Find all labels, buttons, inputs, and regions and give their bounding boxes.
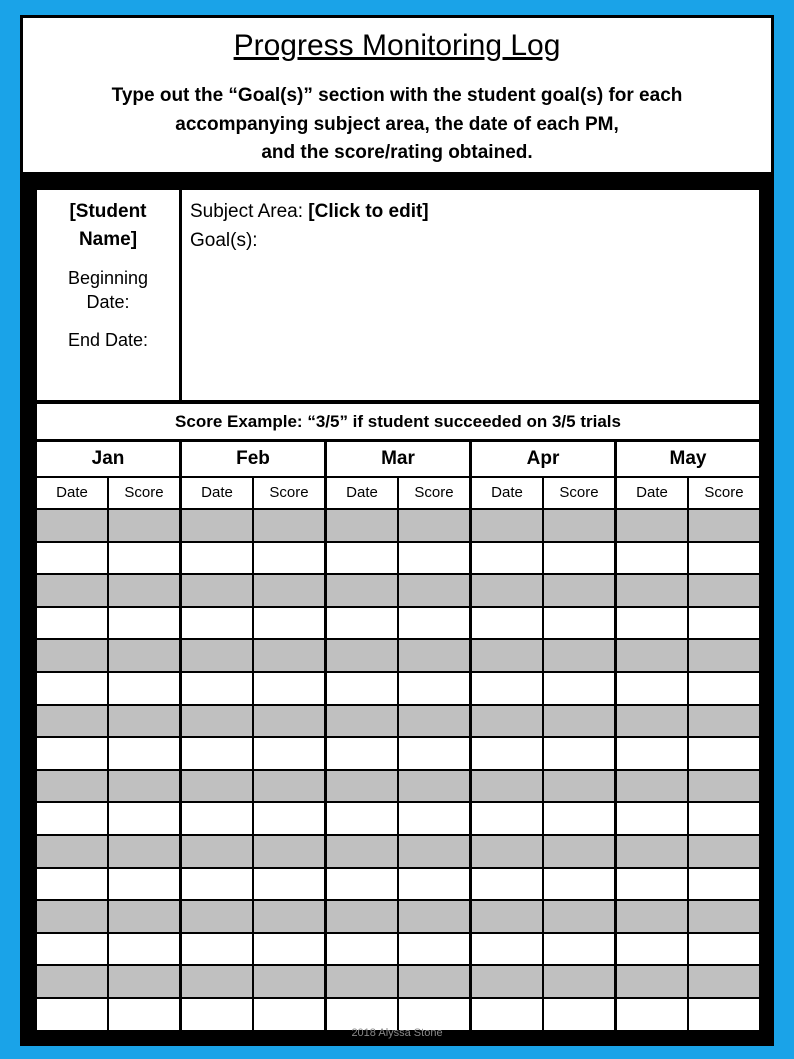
subject-area-label: Subject Area: bbox=[190, 201, 309, 222]
subject-area-value[interactable]: [Click to edit] bbox=[308, 201, 429, 222]
log-grid bbox=[37, 478, 759, 1030]
date-cell[interactable] bbox=[472, 706, 542, 737]
score-cell[interactable] bbox=[399, 543, 469, 574]
table-row bbox=[617, 640, 759, 671]
table-row bbox=[327, 640, 469, 671]
table-row bbox=[472, 543, 614, 574]
date-cell[interactable] bbox=[182, 901, 252, 932]
table-row bbox=[37, 738, 179, 769]
score-cell[interactable] bbox=[399, 640, 469, 671]
beginning-date-line: Beginning bbox=[67, 268, 149, 288]
score-cell[interactable] bbox=[544, 771, 614, 802]
score-cell[interactable] bbox=[689, 738, 759, 769]
table-row bbox=[472, 510, 614, 541]
date-cell[interactable] bbox=[327, 575, 397, 606]
score-cell[interactable] bbox=[109, 575, 179, 606]
table-row bbox=[617, 869, 759, 900]
date-cell[interactable] bbox=[472, 934, 542, 965]
table-row bbox=[182, 999, 324, 1030]
date-cell[interactable] bbox=[472, 999, 542, 1030]
score-cell[interactable] bbox=[109, 966, 179, 997]
score-cell[interactable] bbox=[109, 640, 179, 671]
date-cell[interactable] bbox=[37, 869, 107, 900]
date-cell[interactable] bbox=[327, 771, 397, 802]
score-cell[interactable] bbox=[399, 575, 469, 606]
date-cell[interactable] bbox=[182, 510, 252, 541]
date-cell[interactable] bbox=[617, 706, 687, 737]
date-cell[interactable] bbox=[182, 673, 252, 704]
column-header-row bbox=[182, 478, 324, 508]
table-row bbox=[182, 738, 324, 769]
score-cell[interactable] bbox=[254, 999, 324, 1030]
table-row bbox=[37, 901, 179, 932]
score-cell[interactable] bbox=[254, 901, 324, 932]
month-jan: Jan bbox=[37, 442, 179, 476]
table-row bbox=[617, 673, 759, 704]
date-cell[interactable] bbox=[617, 575, 687, 606]
date-column-header: Date bbox=[617, 478, 687, 508]
score-column-header: Score bbox=[109, 478, 179, 508]
score-cell[interactable] bbox=[254, 640, 324, 671]
date-column-header: Date bbox=[37, 478, 107, 508]
copyright-footer: 2018 Alyssa Stone bbox=[351, 1027, 443, 1039]
score-cell[interactable] bbox=[254, 836, 324, 867]
table-row bbox=[327, 673, 469, 704]
score-cell[interactable] bbox=[399, 999, 469, 1030]
table-row bbox=[472, 934, 614, 965]
score-cell[interactable] bbox=[689, 673, 759, 704]
table-row bbox=[472, 771, 614, 802]
date-cell[interactable] bbox=[182, 836, 252, 867]
score-cell[interactable] bbox=[544, 706, 614, 737]
score-cell[interactable] bbox=[399, 771, 469, 802]
date-cell[interactable] bbox=[617, 836, 687, 867]
table-row bbox=[37, 836, 179, 867]
table-row bbox=[472, 999, 614, 1030]
score-cell[interactable] bbox=[399, 608, 469, 639]
table-row bbox=[617, 934, 759, 965]
table-row bbox=[327, 510, 469, 541]
score-cell[interactable] bbox=[689, 966, 759, 997]
date-cell[interactable] bbox=[182, 966, 252, 997]
table-row bbox=[182, 771, 324, 802]
table-row bbox=[472, 575, 614, 606]
log-sheet bbox=[20, 15, 774, 1046]
table-row bbox=[37, 966, 179, 997]
table-row bbox=[472, 803, 614, 834]
score-cell[interactable] bbox=[399, 934, 469, 965]
table-row bbox=[182, 510, 324, 541]
table-row bbox=[472, 608, 614, 639]
date-cell[interactable] bbox=[327, 640, 397, 671]
score-cell[interactable] bbox=[109, 608, 179, 639]
date-cell[interactable] bbox=[472, 575, 542, 606]
score-cell[interactable] bbox=[254, 510, 324, 541]
date-cell[interactable] bbox=[327, 934, 397, 965]
table-row bbox=[182, 706, 324, 737]
score-column-header: Score bbox=[254, 478, 324, 508]
date-column-header: Date bbox=[182, 478, 252, 508]
table-row bbox=[37, 575, 179, 606]
score-cell[interactable] bbox=[544, 575, 614, 606]
table-row bbox=[182, 803, 324, 834]
date-cell[interactable] bbox=[327, 543, 397, 574]
date-cell[interactable] bbox=[37, 803, 107, 834]
score-cell[interactable] bbox=[254, 608, 324, 639]
score-cell[interactable] bbox=[254, 869, 324, 900]
score-cell[interactable] bbox=[254, 706, 324, 737]
month-column-may bbox=[617, 478, 759, 1030]
table-row bbox=[182, 673, 324, 704]
score-cell[interactable] bbox=[689, 640, 759, 671]
table-row bbox=[617, 966, 759, 997]
date-cell[interactable] bbox=[327, 510, 397, 541]
date-cell[interactable] bbox=[182, 771, 252, 802]
score-cell[interactable] bbox=[544, 608, 614, 639]
instructions bbox=[43, 82, 751, 168]
table-row bbox=[37, 803, 179, 834]
date-cell[interactable] bbox=[182, 738, 252, 769]
score-cell[interactable] bbox=[109, 901, 179, 932]
date-cell[interactable] bbox=[37, 771, 107, 802]
date-column-header: Date bbox=[327, 478, 397, 508]
date-cell[interactable] bbox=[37, 640, 107, 671]
table-row bbox=[182, 869, 324, 900]
table-row bbox=[182, 934, 324, 965]
date-cell[interactable] bbox=[617, 640, 687, 671]
score-cell[interactable] bbox=[544, 836, 614, 867]
table-row bbox=[617, 738, 759, 769]
date-cell[interactable] bbox=[617, 543, 687, 574]
month-column-jan bbox=[37, 478, 179, 1030]
table-row bbox=[472, 869, 614, 900]
score-cell[interactable] bbox=[544, 543, 614, 574]
date-cell[interactable] bbox=[617, 869, 687, 900]
score-cell[interactable] bbox=[109, 706, 179, 737]
date-cell[interactable] bbox=[617, 738, 687, 769]
instruction-line: accompanying subject area, the date of each PM, bbox=[175, 113, 619, 135]
date-cell[interactable] bbox=[327, 803, 397, 834]
date-cell[interactable] bbox=[327, 706, 397, 737]
table-row bbox=[327, 803, 469, 834]
score-column-header: Score bbox=[689, 478, 759, 508]
column-header-row bbox=[617, 478, 759, 508]
score-cell[interactable] bbox=[689, 510, 759, 541]
date-cell[interactable] bbox=[617, 901, 687, 932]
table-row bbox=[327, 901, 469, 932]
score-cell[interactable] bbox=[254, 771, 324, 802]
score-cell[interactable] bbox=[109, 803, 179, 834]
table-row bbox=[182, 608, 324, 639]
month-header-row bbox=[37, 442, 759, 476]
table-row bbox=[327, 608, 469, 639]
table-row bbox=[472, 738, 614, 769]
student-name-line: [Student bbox=[69, 201, 147, 222]
date-cell[interactable] bbox=[617, 510, 687, 541]
table-row bbox=[472, 901, 614, 932]
score-cell[interactable] bbox=[109, 999, 179, 1030]
score-cell[interactable] bbox=[689, 608, 759, 639]
date-cell[interactable] bbox=[182, 543, 252, 574]
table-row bbox=[37, 510, 179, 541]
score-cell[interactable] bbox=[544, 803, 614, 834]
table-row bbox=[182, 966, 324, 997]
score-cell[interactable] bbox=[544, 640, 614, 671]
goals-label[interactable]: Goal(s): bbox=[190, 230, 258, 251]
score-cell[interactable] bbox=[254, 543, 324, 574]
date-cell[interactable] bbox=[37, 901, 107, 932]
score-cell[interactable] bbox=[689, 836, 759, 867]
score-cell[interactable] bbox=[109, 510, 179, 541]
score-cell[interactable] bbox=[399, 706, 469, 737]
score-cell[interactable] bbox=[254, 738, 324, 769]
subject-box[interactable] bbox=[182, 190, 759, 400]
table-row bbox=[37, 706, 179, 737]
header bbox=[23, 18, 771, 172]
table-row bbox=[327, 575, 469, 606]
end-date-label[interactable]: End Date: bbox=[67, 330, 149, 350]
score-cell[interactable] bbox=[109, 738, 179, 769]
date-cell[interactable] bbox=[182, 869, 252, 900]
date-cell[interactable] bbox=[37, 738, 107, 769]
score-cell[interactable] bbox=[109, 673, 179, 704]
date-cell[interactable] bbox=[472, 771, 542, 802]
table-row bbox=[37, 673, 179, 704]
date-cell[interactable] bbox=[182, 706, 252, 737]
instruction-line: Type out the “Goal(s)” section with the student goal(s) for each bbox=[111, 85, 683, 106]
table-row bbox=[472, 640, 614, 671]
table-row bbox=[617, 999, 759, 1030]
date-cell[interactable] bbox=[617, 934, 687, 965]
date-cell[interactable] bbox=[472, 673, 542, 704]
date-column-header: Date bbox=[472, 478, 542, 508]
score-cell[interactable] bbox=[254, 934, 324, 965]
column-header-row bbox=[37, 478, 179, 508]
date-cell[interactable] bbox=[472, 869, 542, 900]
date-cell[interactable] bbox=[327, 869, 397, 900]
score-cell[interactable] bbox=[399, 836, 469, 867]
score-cell[interactable] bbox=[544, 510, 614, 541]
score-cell[interactable] bbox=[544, 934, 614, 965]
table-row bbox=[617, 771, 759, 802]
score-cell[interactable] bbox=[689, 901, 759, 932]
column-header-row bbox=[472, 478, 614, 508]
table-row bbox=[37, 771, 179, 802]
month-feb: Feb bbox=[182, 442, 324, 476]
date-cell[interactable] bbox=[472, 738, 542, 769]
table-row bbox=[472, 706, 614, 737]
table-row bbox=[472, 836, 614, 867]
date-cell[interactable] bbox=[472, 803, 542, 834]
student-name-line: Name] bbox=[78, 229, 138, 250]
date-cell[interactable] bbox=[472, 608, 542, 639]
month-may: May bbox=[617, 442, 759, 476]
table-row bbox=[37, 869, 179, 900]
table-row bbox=[327, 934, 469, 965]
date-cell[interactable] bbox=[327, 738, 397, 769]
date-cell[interactable] bbox=[472, 543, 542, 574]
month-apr: Apr bbox=[472, 442, 614, 476]
date-cell[interactable] bbox=[182, 934, 252, 965]
score-cell[interactable] bbox=[399, 738, 469, 769]
date-cell[interactable] bbox=[472, 836, 542, 867]
score-cell[interactable] bbox=[399, 901, 469, 932]
table-row bbox=[327, 771, 469, 802]
date-cell[interactable] bbox=[617, 966, 687, 997]
table-row bbox=[182, 543, 324, 574]
date-cell[interactable] bbox=[617, 999, 687, 1030]
subject-area-line bbox=[190, 197, 751, 226]
table-row bbox=[472, 966, 614, 997]
score-column-header: Score bbox=[544, 478, 614, 508]
student-info-row bbox=[37, 190, 759, 400]
score-cell[interactable] bbox=[109, 869, 179, 900]
date-cell[interactable] bbox=[472, 901, 542, 932]
table-row bbox=[327, 999, 469, 1030]
student-box[interactable] bbox=[37, 190, 179, 400]
table-row bbox=[182, 901, 324, 932]
score-column-header: Score bbox=[399, 478, 469, 508]
table-row bbox=[617, 803, 759, 834]
instruction-line: and the score/rating obtained. bbox=[261, 142, 533, 163]
date-cell[interactable] bbox=[327, 966, 397, 997]
table-row bbox=[182, 836, 324, 867]
score-cell[interactable] bbox=[689, 803, 759, 834]
date-cell[interactable] bbox=[182, 999, 252, 1030]
table-row bbox=[327, 869, 469, 900]
score-cell[interactable] bbox=[544, 999, 614, 1030]
score-example: Score Example: “3/5” if student succeeded on 3/5 trials bbox=[37, 404, 759, 439]
beginning-date-label[interactable] bbox=[37, 266, 179, 314]
table-row bbox=[617, 510, 759, 541]
score-cell[interactable] bbox=[109, 934, 179, 965]
beginning-date-line: Date: bbox=[86, 292, 130, 312]
table-row bbox=[327, 966, 469, 997]
date-cell[interactable] bbox=[37, 999, 107, 1030]
table-row bbox=[617, 608, 759, 639]
date-cell[interactable] bbox=[182, 803, 252, 834]
score-cell[interactable] bbox=[544, 673, 614, 704]
month-column-feb bbox=[182, 478, 324, 1030]
date-cell[interactable] bbox=[37, 510, 107, 541]
score-cell[interactable] bbox=[109, 836, 179, 867]
score-cell[interactable] bbox=[689, 934, 759, 965]
score-cell[interactable] bbox=[544, 738, 614, 769]
score-cell[interactable] bbox=[544, 869, 614, 900]
table-row bbox=[327, 836, 469, 867]
date-cell[interactable] bbox=[182, 575, 252, 606]
date-cell[interactable] bbox=[37, 575, 107, 606]
table-row bbox=[617, 543, 759, 574]
score-cell[interactable] bbox=[254, 673, 324, 704]
table-row bbox=[327, 738, 469, 769]
score-cell[interactable] bbox=[254, 803, 324, 834]
column-header-row bbox=[327, 478, 469, 508]
table-row bbox=[327, 543, 469, 574]
score-cell[interactable] bbox=[399, 803, 469, 834]
table-row bbox=[617, 836, 759, 867]
date-cell[interactable] bbox=[617, 608, 687, 639]
date-cell[interactable] bbox=[472, 966, 542, 997]
date-cell[interactable] bbox=[327, 836, 397, 867]
table-row bbox=[617, 575, 759, 606]
date-cell[interactable] bbox=[37, 673, 107, 704]
table-row bbox=[37, 999, 179, 1030]
table-row bbox=[472, 673, 614, 704]
score-cell[interactable] bbox=[254, 966, 324, 997]
month-mar: Mar bbox=[327, 442, 469, 476]
date-cell[interactable] bbox=[182, 608, 252, 639]
table-row bbox=[182, 640, 324, 671]
score-cell[interactable] bbox=[689, 771, 759, 802]
date-cell[interactable] bbox=[617, 803, 687, 834]
table-row bbox=[617, 901, 759, 932]
score-cell[interactable] bbox=[399, 510, 469, 541]
score-cell[interactable] bbox=[544, 966, 614, 997]
date-cell[interactable] bbox=[37, 608, 107, 639]
table-row bbox=[37, 543, 179, 574]
date-cell[interactable] bbox=[472, 640, 542, 671]
table-row bbox=[182, 575, 324, 606]
month-column-mar bbox=[327, 478, 469, 1030]
date-cell[interactable] bbox=[37, 543, 107, 574]
table-row bbox=[617, 706, 759, 737]
date-cell[interactable] bbox=[37, 934, 107, 965]
table-row bbox=[37, 640, 179, 671]
date-cell[interactable] bbox=[327, 673, 397, 704]
score-cell[interactable] bbox=[254, 575, 324, 606]
student-name[interactable] bbox=[37, 198, 179, 254]
score-cell[interactable] bbox=[399, 869, 469, 900]
date-cell[interactable] bbox=[327, 608, 397, 639]
score-cell[interactable] bbox=[399, 673, 469, 704]
score-cell[interactable] bbox=[689, 999, 759, 1030]
score-cell[interactable] bbox=[544, 901, 614, 932]
month-column-apr bbox=[472, 478, 614, 1030]
score-cell[interactable] bbox=[689, 543, 759, 574]
date-cell[interactable] bbox=[327, 901, 397, 932]
date-cell[interactable] bbox=[472, 510, 542, 541]
date-cell[interactable] bbox=[37, 706, 107, 737]
date-cell[interactable] bbox=[327, 999, 397, 1030]
score-cell[interactable] bbox=[109, 543, 179, 574]
score-cell[interactable] bbox=[399, 966, 469, 997]
score-cell[interactable] bbox=[109, 771, 179, 802]
date-cell[interactable] bbox=[617, 771, 687, 802]
page-title: Progress Monitoring Log bbox=[233, 29, 561, 62]
date-cell[interactable] bbox=[37, 966, 107, 997]
date-cell[interactable] bbox=[182, 640, 252, 671]
score-cell[interactable] bbox=[689, 869, 759, 900]
table-row bbox=[327, 706, 469, 737]
table-row bbox=[37, 608, 179, 639]
score-cell[interactable] bbox=[689, 706, 759, 737]
date-cell[interactable] bbox=[37, 836, 107, 867]
table-row bbox=[37, 934, 179, 965]
score-cell[interactable] bbox=[689, 575, 759, 606]
date-cell[interactable] bbox=[617, 673, 687, 704]
